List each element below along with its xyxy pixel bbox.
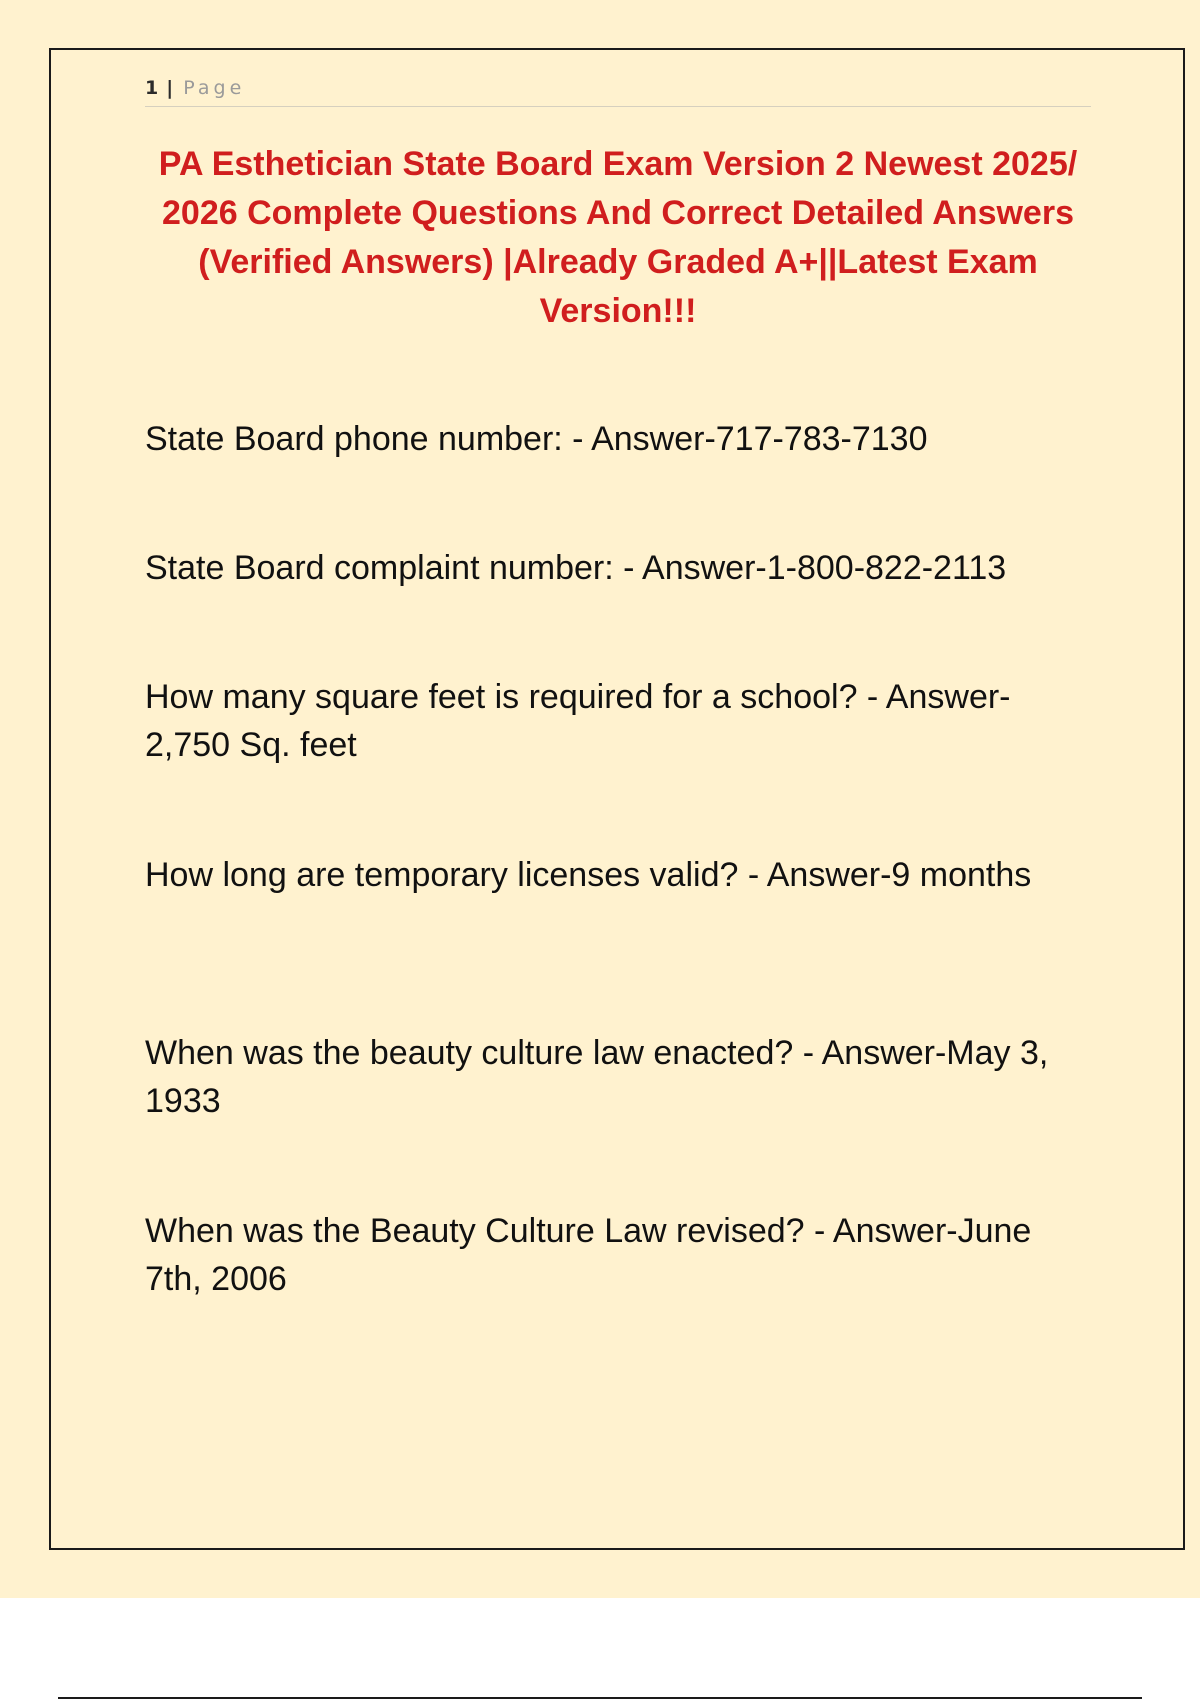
page-separator: |	[166, 77, 174, 99]
qa-item: When was the beauty culture law enacted? - Answer-May 3, 1933	[145, 1034, 1049, 1120]
qa-item: How long are temporary licenses valid? - Answer-9 months	[145, 856, 1032, 894]
document-title: PA Esthetician State Board Exam Version 2 Newest 2025/ 2026 Complete Questions And Correct Detailed Answers (Verified Answers) |Already Graded A+||Latest Exam Version!!!	[158, 145, 1078, 330]
qa-item: State Board phone number: - Answer-717-783-7130	[145, 420, 928, 458]
qa-item: When was the Beauty Culture Law revised? - Answer-June 7th, 2006	[145, 1212, 1032, 1298]
footer-divider	[58, 1697, 1142, 1699]
page-number: 1	[145, 77, 159, 99]
qa-item: How many square feet is required for a school? - Answer-2,750 Sq. feet	[145, 678, 1011, 764]
page-label: Page	[183, 77, 246, 99]
page-header	[145, 74, 1091, 107]
qa-item: State Board complaint number: - Answer-1-800-822-2113	[145, 549, 1007, 587]
